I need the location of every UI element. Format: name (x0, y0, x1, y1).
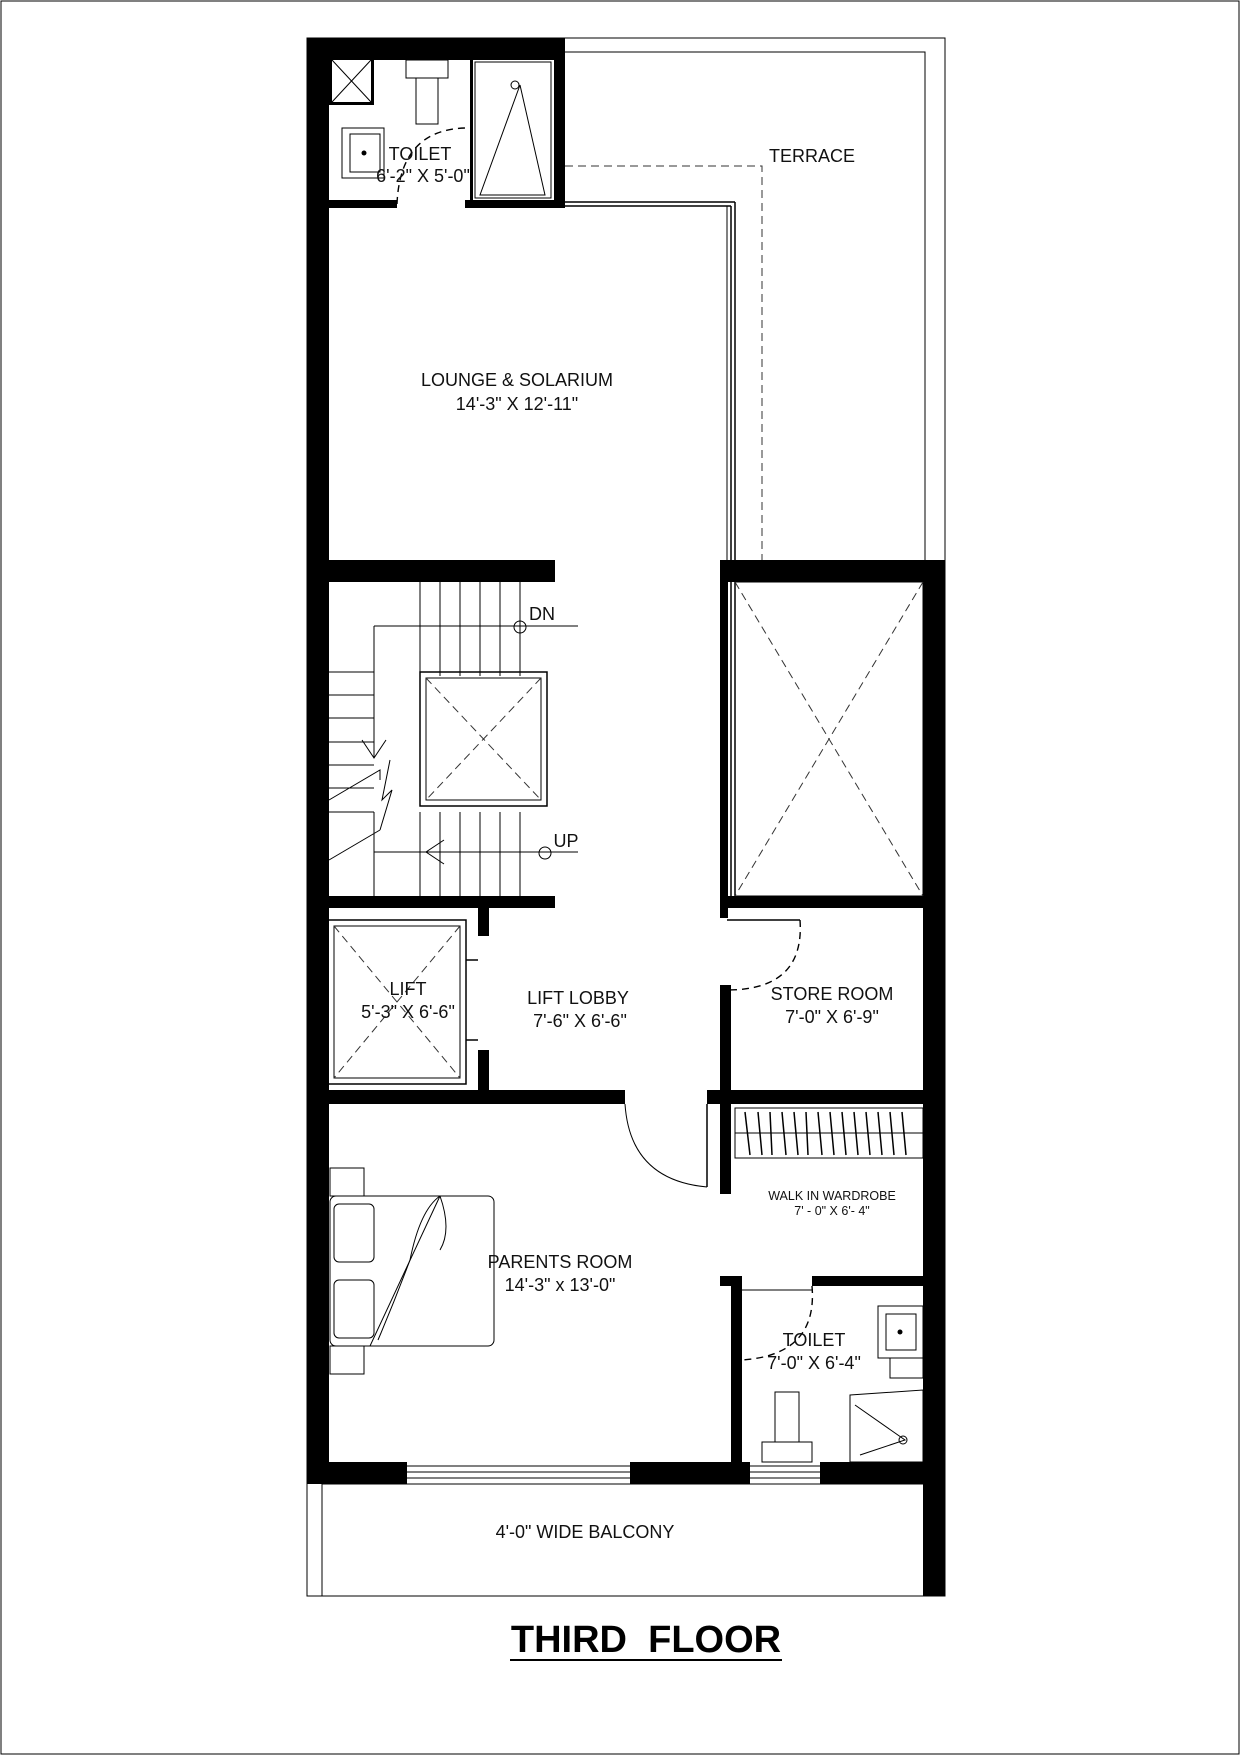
wardrobe-hangers (735, 1108, 923, 1158)
stair-down-label: DN (529, 604, 555, 624)
lift-lobby-name: LIFT LOBBY (527, 988, 629, 1008)
toilet-bottom-fixtures (742, 1286, 923, 1462)
window-parents (407, 1466, 630, 1478)
parents-door (625, 1104, 707, 1187)
terrace-area (565, 52, 925, 900)
toilet-bottom-name: TOILET (782, 1330, 846, 1350)
store-room-name: STORE ROOM (770, 984, 894, 1004)
lounge-name: LOUNGE & SOLARIUM (420, 370, 614, 390)
parents-room-size: 14'-3" x 13'-0" (504, 1275, 616, 1295)
void-shaft (735, 582, 923, 896)
lift-name: LIFT (389, 979, 427, 999)
terrace-label: TERRACE (768, 146, 856, 166)
lift-lobby-size: 7'-6" X 6'-6" (533, 1011, 627, 1031)
store-door (727, 920, 800, 990)
parents-room-name: PARENTS ROOM (487, 1252, 633, 1272)
toilet-top-size: 6'-2" X 5'-0" (376, 166, 470, 186)
toilet-top-name: TOILET (388, 144, 452, 164)
lift-size: 5'-3" X 6'-6" (361, 1002, 455, 1022)
page-border (1, 1, 1239, 1754)
toilet-bottom-size: 7'-0" X 6'-4" (767, 1353, 861, 1373)
wardrobe-size: 7' - 0" X 6'- 4" (794, 1204, 870, 1218)
lounge-size: 14'-3" X 12'-11" (455, 394, 579, 414)
stair-shaft (420, 672, 547, 806)
plan-title: THIRD FLOOR (510, 1619, 782, 1661)
bed (330, 1168, 494, 1374)
stair-up-label: UP (553, 831, 579, 851)
store-room-size: 7'-0" X 6'-9" (785, 1007, 879, 1027)
balcony-label: 4'-0" WIDE BALCONY (495, 1522, 675, 1542)
window-toilet (750, 1466, 820, 1478)
wardrobe-name: WALK IN WARDROBE (768, 1189, 896, 1203)
